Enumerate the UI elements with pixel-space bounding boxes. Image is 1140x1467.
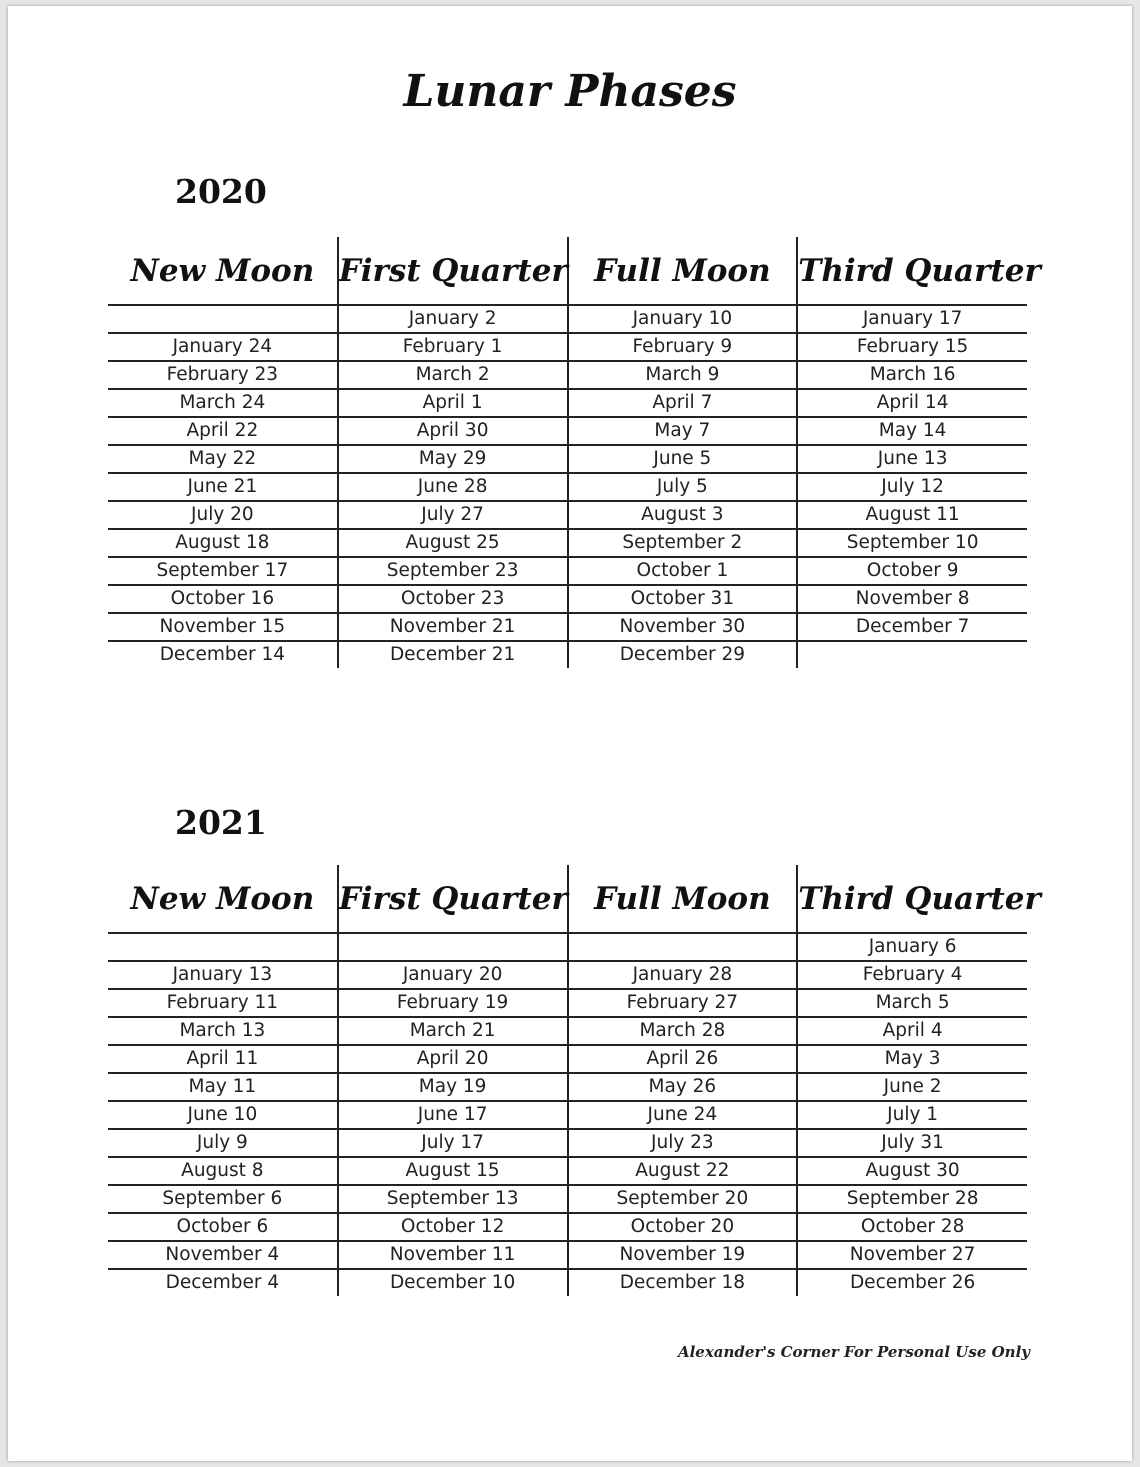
- date-cell: October 1: [568, 557, 798, 585]
- table-row: [108, 1073, 1027, 1101]
- table-row: [108, 445, 1027, 473]
- date-cell: June 28: [338, 473, 568, 501]
- date-cell: August 22: [568, 1157, 798, 1185]
- date-cell: April 7: [568, 389, 798, 417]
- date-cell: [338, 933, 568, 961]
- date-cell: November 8: [797, 585, 1027, 613]
- lunar-table-2021: [108, 865, 1041, 1296]
- date-cell: June 21: [108, 473, 338, 501]
- date-cell: August 3: [568, 501, 798, 529]
- table-row: [108, 1185, 1027, 1213]
- date-cell: April 1: [338, 389, 568, 417]
- date-cell: August 18: [108, 529, 338, 557]
- date-cell: May 26: [568, 1073, 798, 1101]
- date-cell: October 23: [338, 585, 568, 613]
- table-row: [108, 933, 1027, 961]
- table-row: [108, 1213, 1027, 1241]
- date-cell: November 15: [108, 613, 338, 641]
- date-cell: June 17: [338, 1101, 568, 1129]
- date-cell: November 11: [338, 1241, 568, 1269]
- date-cell: May 19: [338, 1073, 568, 1101]
- date-cell: September 6: [108, 1185, 338, 1213]
- date-cell: January 6: [797, 933, 1027, 961]
- date-cell: July 31: [797, 1129, 1027, 1157]
- date-cell: November 19: [568, 1241, 798, 1269]
- date-cell: December 26: [797, 1269, 1027, 1296]
- column-header-full-moon: Full Moon: [568, 865, 798, 933]
- date-cell: November 27: [797, 1241, 1027, 1269]
- table-row: [108, 613, 1027, 641]
- date-cell: March 13: [108, 1017, 338, 1045]
- date-cell: June 2: [797, 1073, 1027, 1101]
- date-cell: May 22: [108, 445, 338, 473]
- table-row: [108, 1045, 1027, 1073]
- table-row: [108, 361, 1027, 389]
- date-cell: July 9: [108, 1129, 338, 1157]
- column-header-first-quarter: First Quarter: [338, 237, 568, 305]
- date-cell: December 29: [568, 641, 798, 668]
- date-cell: June 24: [568, 1101, 798, 1129]
- date-cell: November 30: [568, 613, 798, 641]
- date-cell: March 16: [797, 361, 1027, 389]
- date-cell: November 4: [108, 1241, 338, 1269]
- date-cell: February 9: [568, 333, 798, 361]
- column-header-third-quarter: Third Quarter: [797, 865, 1027, 933]
- table-header-row: [108, 237, 1027, 305]
- date-cell: September 20: [568, 1185, 798, 1213]
- date-cell: July 12: [797, 473, 1027, 501]
- table-row: [108, 1129, 1027, 1157]
- table-row: [108, 501, 1027, 529]
- date-cell: September 23: [338, 557, 568, 585]
- table-row: [108, 473, 1027, 501]
- column-header-first-quarter: First Quarter: [338, 865, 568, 933]
- date-cell: March 2: [338, 361, 568, 389]
- date-cell: February 4: [797, 961, 1027, 989]
- date-cell: May 29: [338, 445, 568, 473]
- date-cell: December 10: [338, 1269, 568, 1296]
- date-cell: April 22: [108, 417, 338, 445]
- date-cell: December 14: [159, 644, 286, 665]
- table-row: [108, 961, 1027, 989]
- date-cell: July 20: [108, 501, 338, 529]
- date-cell: December 4: [165, 1272, 280, 1293]
- date-cell: September 17: [108, 557, 338, 585]
- table-row: [108, 1157, 1027, 1185]
- column-header-third-quarter: Third Quarter: [797, 237, 1027, 305]
- table-row: [108, 557, 1027, 585]
- date-cell: September 10: [797, 529, 1027, 557]
- date-cell: April 26: [568, 1045, 798, 1073]
- date-cell: August 8: [108, 1157, 338, 1185]
- table-row: [108, 529, 1027, 557]
- date-cell: June 5: [568, 445, 798, 473]
- lunar-table-2020: [108, 237, 1041, 668]
- table-row: [108, 333, 1027, 361]
- date-cell: October 20: [568, 1213, 798, 1241]
- date-cell: April 14: [797, 389, 1027, 417]
- table-row: [108, 389, 1027, 417]
- date-cell: February 23: [108, 361, 338, 389]
- date-cell: December 21: [338, 641, 568, 668]
- date-cell: April 20: [338, 1045, 568, 1073]
- table-row: [108, 585, 1027, 613]
- date-cell: August 30: [797, 1157, 1027, 1185]
- date-cell: January 13: [108, 961, 338, 989]
- date-cell: [108, 933, 338, 961]
- year-heading-2020: 2020: [175, 172, 267, 211]
- column-header-new-moon: New Moon: [108, 237, 338, 305]
- date-cell: October 6: [108, 1213, 338, 1241]
- date-cell: February 15: [797, 333, 1027, 361]
- date-cell: June 10: [108, 1101, 338, 1129]
- date-cell: January 28: [568, 961, 798, 989]
- date-cell: January 2: [338, 305, 568, 333]
- date-cell: June 13: [797, 445, 1027, 473]
- column-header-new-moon: New Moon: [108, 865, 338, 933]
- date-cell: March 21: [338, 1017, 568, 1045]
- table-row: [108, 1241, 1027, 1269]
- date-cell: February 11: [108, 989, 338, 1017]
- date-cell: April 11: [108, 1045, 338, 1073]
- date-cell: December 7: [797, 613, 1027, 641]
- page-title: Lunar Phases: [403, 66, 737, 117]
- date-cell: October 16: [108, 585, 338, 613]
- table-row: [108, 305, 1027, 333]
- date-cell: October 31: [568, 585, 798, 613]
- date-cell: May 3: [797, 1045, 1027, 1073]
- table-row: [108, 417, 1027, 445]
- table-row: [108, 1269, 1027, 1296]
- date-cell: July 17: [338, 1129, 568, 1157]
- date-cell: May 11: [108, 1073, 338, 1101]
- table-header-row: [108, 865, 1027, 933]
- date-cell: [568, 933, 798, 961]
- date-cell: February 1: [338, 333, 568, 361]
- date-cell: January 24: [108, 333, 338, 361]
- date-cell: January 10: [568, 305, 798, 333]
- table-row: [108, 989, 1027, 1017]
- table-row: [108, 1017, 1027, 1045]
- date-cell: February 27: [568, 989, 798, 1017]
- date-cell: September 2: [568, 529, 798, 557]
- date-cell: April 4: [797, 1017, 1027, 1045]
- date-cell: November 21: [338, 613, 568, 641]
- date-cell: [108, 305, 338, 333]
- date-cell: July 5: [568, 473, 798, 501]
- date-cell: March 24: [108, 389, 338, 417]
- date-cell: August 15: [338, 1157, 568, 1185]
- date-cell: March 28: [568, 1017, 798, 1045]
- date-cell: May 7: [568, 417, 798, 445]
- date-cell: July 27: [338, 501, 568, 529]
- date-cell: October 28: [797, 1213, 1027, 1241]
- date-cell: September 28: [797, 1185, 1027, 1213]
- date-cell: May 14: [797, 417, 1027, 445]
- column-header-full-moon: Full Moon: [568, 237, 798, 305]
- date-cell: October 9: [797, 557, 1027, 585]
- date-cell: July 23: [568, 1129, 798, 1157]
- date-cell: December 18: [568, 1269, 798, 1296]
- date-cell: October 12: [338, 1213, 568, 1241]
- date-cell: January 17: [797, 305, 1027, 333]
- date-cell: February 19: [338, 989, 568, 1017]
- date-cell: August 11: [797, 501, 1027, 529]
- date-cell: August 25: [338, 529, 568, 557]
- footer-note: Alexander's Corner For Personal Use Only: [677, 1343, 1030, 1361]
- date-cell: [797, 641, 1027, 668]
- table-row: [108, 1101, 1027, 1129]
- date-cell: March 5: [797, 989, 1027, 1017]
- date-cell: April 30: [338, 417, 568, 445]
- date-cell: July 1: [797, 1101, 1027, 1129]
- table-row: [108, 641, 1027, 668]
- date-cell: September 13: [338, 1185, 568, 1213]
- year-heading-2021: 2021: [175, 803, 267, 842]
- date-cell: January 20: [338, 961, 568, 989]
- date-cell: March 9: [568, 361, 798, 389]
